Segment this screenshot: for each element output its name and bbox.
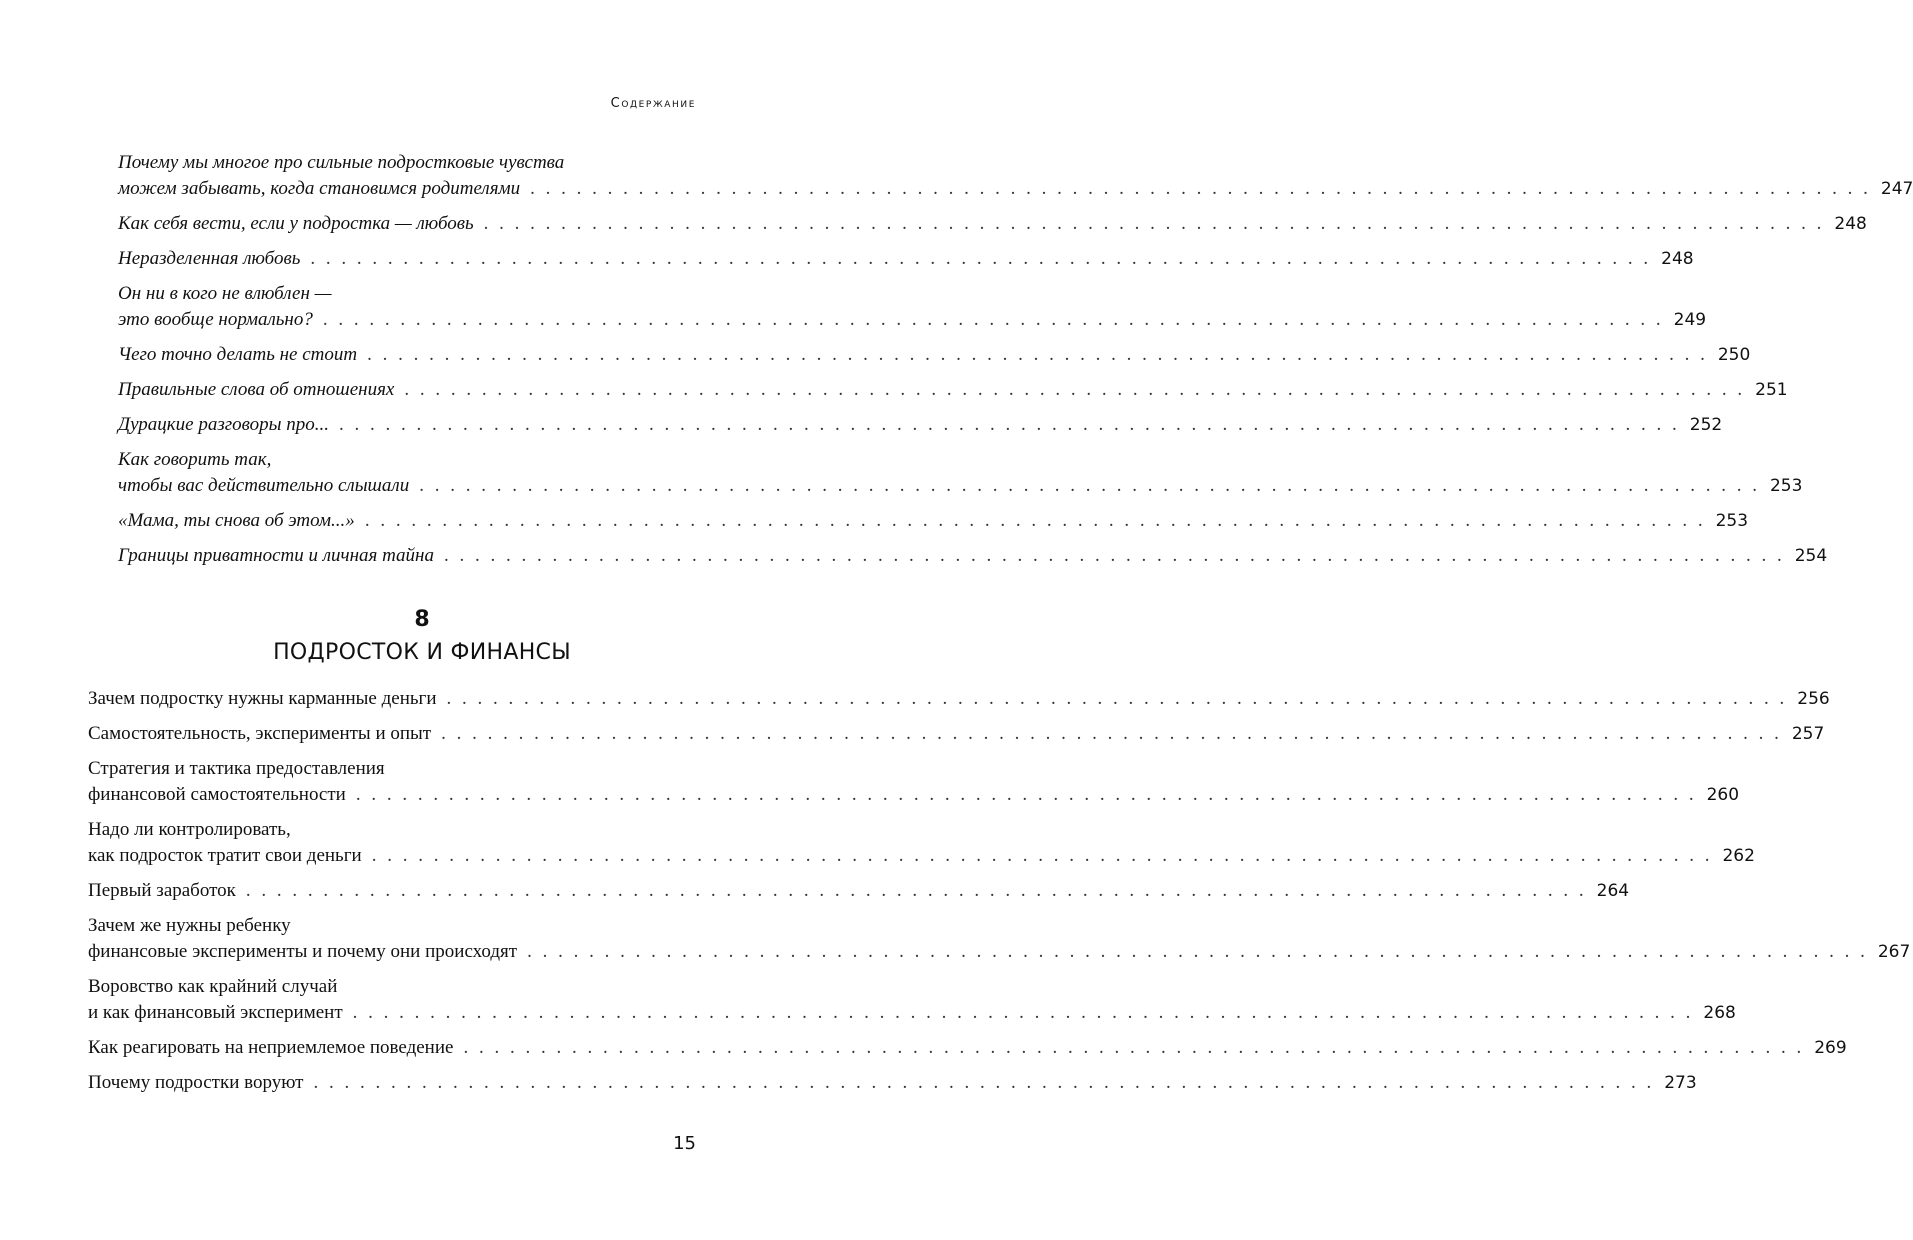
dot-leader: . . . . . . . . . . . . . . . . . . . . . . . . . . . . . . . . . . . . . . . . . . . . . . . . . . . . . . . . . . . . . . . . . . . . . . . . . . . . . . . . . . . . . . . <box>367 344 1708 365</box>
toc-entry-title: Дурацкие разговоры про... <box>118 414 330 435</box>
dot-leader: . . . . . . . . . . . . . . . . . . . . . . . . . . . . . . . . . . . . . . . . . . . . . . . . . . . . . . . . . . . . . . . . . . . . . . . . . . . . . . . . . . . . . . . <box>404 379 1746 400</box>
toc-entry-title: Границы приватности и личная тайна <box>118 545 434 566</box>
toc-page-number: 249 <box>1673 310 1707 330</box>
toc-entry-line <box>88 782 1740 808</box>
dot-leader: . . . . . . . . . . . . . . . . . . . . . . . . . . . . . . . . . . . . . . . . . . . . . . . . . . . . . . . . . . . . . . . . . . . . . . . . . . . . . . . . . . . . . . . <box>355 784 1697 805</box>
dot-leader: . . . . . . . . . . . . . . . . . . . . . . . . . . . . . . . . . . . . . . . . . . . . . . . . . . . . . . . . . . . . . . . . . . . . . . . . . . . . . . . . . . . . . . . <box>310 248 1652 269</box>
toc-entry-title: Как реагировать на неприемлемое поведение <box>88 1037 454 1058</box>
toc-entry-title: Стратегия и тактика предоставления <box>88 758 385 779</box>
dot-leader: . . . . . . . . . . . . . . . . . . . . . . . . . . . . . . . . . . . . . . . . . . . . . . . . . . . . . . . . . . . . . . . . . . . . . . . . . . . . . . . . . . . . . . . <box>441 723 1782 744</box>
toc-entry-title: Как себя вести, если у подростка — любовь <box>118 213 474 234</box>
toc-entry-title: Зачем подростку нужны карманные деньги <box>88 688 437 709</box>
toc-entry-title: и как финансовый эксперимент <box>88 1002 343 1023</box>
toc-entry[interactable] <box>118 447 1803 499</box>
toc-entry-line <box>118 543 1828 569</box>
toc-entry-title: Он ни в кого не влюблен — <box>118 283 332 304</box>
toc-entry-title: Чего точно делать не стоит <box>118 344 358 365</box>
toc-page-number: 252 <box>1689 415 1723 435</box>
toc-page-number: 268 <box>1703 1003 1736 1023</box>
page-number: 15 <box>673 1133 696 1154</box>
toc-entry[interactable] <box>118 150 1913 202</box>
toc-entry-title: «Мама, ты снова об этом...» <box>118 510 355 531</box>
toc-entry-title: можем забывать, когда становимся родителями <box>118 178 521 199</box>
toc-entry-title: Воровство как крайний случай <box>88 976 338 997</box>
toc-entry-line <box>88 878 1630 904</box>
toc-entry-line <box>118 176 1913 202</box>
dot-leader: . . . . . . . . . . . . . . . . . . . . . . . . . . . . . . . . . . . . . . . . . . . . . . . . . . . . . . . . . . . . . . . . . . . . . . . . . . . . . . . . . . . . . . . <box>483 213 1825 234</box>
toc-entry-title: Правильные слова об отношениях <box>118 379 395 400</box>
toc-entry[interactable] <box>88 974 1736 1026</box>
dot-leader: . . . . . . . . . . . . . . . . . . . . . . . . . . . . . . . . . . . . . . . . . . . . . . . . . . . . . . . . . . . . . . . . . . . . . . . . . . . . . . . . . . . . . . . <box>530 178 1871 199</box>
dot-leader: . . . . . . . . . . . . . . . . . . . . . . . . . . . . . . . . . . . . . . . . . . . . . . . . . . . . . . . . . . . . . . . . . . . . . . . . . . . . . . . . . . . . . . . <box>446 688 1788 709</box>
toc-entry-title: финансовой самостоятельности <box>88 784 346 805</box>
toc-entry-title: Почему подростки воруют <box>88 1072 304 1093</box>
toc-entry-line <box>88 913 698 939</box>
toc-page-number: 264 <box>1596 881 1630 901</box>
toc-page-number: 267 <box>1877 942 1911 962</box>
toc-entry[interactable] <box>118 377 1788 403</box>
dot-leader: . . . . . . . . . . . . . . . . . . . . . . . . . . . . . . . . . . . . . . . . . . . . . . . . . . . . . . . . . . . . . . . . . . . . . . . . . . . . . . . . . . . . . . . <box>313 1072 1655 1093</box>
toc-entry[interactable] <box>118 246 1694 272</box>
toc-entry[interactable] <box>88 817 1755 869</box>
toc-entry[interactable] <box>118 412 1723 438</box>
toc-entry-line <box>118 377 1788 403</box>
toc-page-number: 247 <box>1880 179 1913 199</box>
toc-entry-title: это вообще нормально? <box>118 309 313 330</box>
toc-entry-line <box>118 508 1749 534</box>
dot-leader: . . . . . . . . . . . . . . . . . . . . . . . . . . . . . . . . . . . . . . . . . . . . . . . . . . . . . . . . . . . . . . . . . . . . . . . . . . . . . . . . . . . . . . . <box>245 880 1587 901</box>
dot-leader: . . . . . . . . . . . . . . . . . . . . . . . . . . . . . . . . . . . . . . . . . . . . . . . . . . . . . . . . . . . . . . . . . . . . . . . . . . . . . . . . . . . . . . . <box>463 1037 1805 1058</box>
toc-page-number: 262 <box>1722 846 1755 866</box>
toc-page-number: 257 <box>1791 724 1825 744</box>
toc-entry-line <box>88 974 698 1000</box>
toc-entry-line <box>88 756 698 782</box>
toc-entry[interactable] <box>88 1070 1697 1096</box>
toc-page-number: 253 <box>1715 511 1749 531</box>
toc-entry[interactable] <box>88 878 1630 904</box>
toc-entry-line <box>88 817 698 843</box>
toc-entry-line <box>118 307 1707 333</box>
toc-entry-title: Надо ли контролировать, <box>88 819 291 840</box>
toc-page-number: 269 <box>1814 1038 1847 1058</box>
toc-entry-title: Неразделенная любовь <box>118 248 301 269</box>
toc-page-number: 256 <box>1797 689 1830 709</box>
toc-entry[interactable] <box>88 721 1825 747</box>
dot-leader: . . . . . . . . . . . . . . . . . . . . . . . . . . . . . . . . . . . . . . . . . . . . . . . . . . . . . . . . . . . . . . . . . . . . . . . . . . . . . . . . . . . . . . . <box>371 845 1713 866</box>
toc-page-number: 260 <box>1706 785 1740 805</box>
toc-entry-line <box>118 150 698 176</box>
dot-leader: . . . . . . . . . . . . . . . . . . . . . . . . . . . . . . . . . . . . . . . . . . . . . . . . . . . . . . . . . . . . . . . . . . . . . . . . . . . . . . . . . . . . . . . <box>322 309 1664 330</box>
toc-entry-line <box>88 1000 1736 1026</box>
dot-leader: . . . . . . . . . . . . . . . . . . . . . . . . . . . . . . . . . . . . . . . . . . . . . . . . . . . . . . . . . . . . . . . . . . . . . . . . . . . . . . . . . . . . . . . <box>364 510 1706 531</box>
toc-entry-line <box>88 1070 1697 1096</box>
toc-entry-line <box>88 843 1755 869</box>
subsection-list <box>118 150 1913 578</box>
toc-entry-title: Как говорить так, <box>118 449 272 470</box>
dot-leader: . . . . . . . . . . . . . . . . . . . . . . . . . . . . . . . . . . . . . . . . . . . . . . . . . . . . . . . . . . . . . . . . . . . . . . . . . . . . . . . . . . . . . . . <box>527 941 1868 962</box>
toc-entry[interactable] <box>118 508 1749 534</box>
toc-entry-line <box>88 721 1825 747</box>
toc-entry-line <box>118 342 1751 368</box>
toc-page-number: 251 <box>1755 380 1788 400</box>
toc-entry-line <box>118 281 698 307</box>
toc-entry[interactable] <box>88 913 1911 965</box>
chapter-number: 8 <box>414 607 430 632</box>
toc-entry-line <box>118 473 1803 499</box>
toc-entry[interactable] <box>118 281 1707 333</box>
toc-entry[interactable] <box>118 211 1867 237</box>
toc-entry-title: Самостоятельность, эксперименты и опыт <box>88 723 432 744</box>
toc-page-number: 273 <box>1664 1073 1697 1093</box>
section-list <box>88 686 1911 1105</box>
toc-entry-line <box>88 939 1911 965</box>
toc-entry-line <box>88 1035 1847 1061</box>
toc-entry-line <box>118 447 698 473</box>
chapter-title: ПОДРОСТОК И ФИНАНСЫ <box>273 640 571 665</box>
toc-entry-title: финансовые эксперименты и почему они происходят <box>88 941 518 962</box>
toc-entry[interactable] <box>118 543 1828 569</box>
toc-entry-line <box>88 686 1830 712</box>
toc-entry-title: чтобы вас действительно слышали <box>118 475 410 496</box>
toc-entry[interactable] <box>118 342 1751 368</box>
toc-entry-title: как подросток тратит свои деньги <box>88 845 362 866</box>
toc-page-number: 254 <box>1794 546 1828 566</box>
toc-page-number: 248 <box>1661 249 1694 269</box>
dot-leader: . . . . . . . . . . . . . . . . . . . . . . . . . . . . . . . . . . . . . . . . . . . . . . . . . . . . . . . . . . . . . . . . . . . . . . . . . . . . . . . . . . . . . . . <box>339 414 1680 435</box>
dot-leader: . . . . . . . . . . . . . . . . . . . . . . . . . . . . . . . . . . . . . . . . . . . . . . . . . . . . . . . . . . . . . . . . . . . . . . . . . . . . . . . . . . . . . . . <box>419 475 1760 496</box>
dot-leader: . . . . . . . . . . . . . . . . . . . . . . . . . . . . . . . . . . . . . . . . . . . . . . . . . . . . . . . . . . . . . . . . . . . . . . . . . . . . . . . . . . . . . . . <box>443 545 1785 566</box>
toc-entry[interactable] <box>88 756 1740 808</box>
toc-entry-line <box>118 246 1694 272</box>
toc-entry-title: Первый заработок <box>88 880 236 901</box>
toc-page-number: 250 <box>1717 345 1751 365</box>
toc-page-number: 248 <box>1834 214 1867 234</box>
running-head: Содержание <box>610 96 696 111</box>
toc-entry[interactable] <box>88 686 1830 712</box>
toc-entry-line <box>118 211 1867 237</box>
toc-entry-line <box>118 412 1723 438</box>
toc-entry-title: Почему мы многое про сильные подростковые чувства <box>118 152 565 173</box>
dot-leader: . . . . . . . . . . . . . . . . . . . . . . . . . . . . . . . . . . . . . . . . . . . . . . . . . . . . . . . . . . . . . . . . . . . . . . . . . . . . . . . . . . . . . . . <box>352 1002 1694 1023</box>
toc-page-number: 253 <box>1769 476 1803 496</box>
toc-entry[interactable] <box>88 1035 1847 1061</box>
toc-entry-title: Зачем же нужны ребенку <box>88 915 291 936</box>
